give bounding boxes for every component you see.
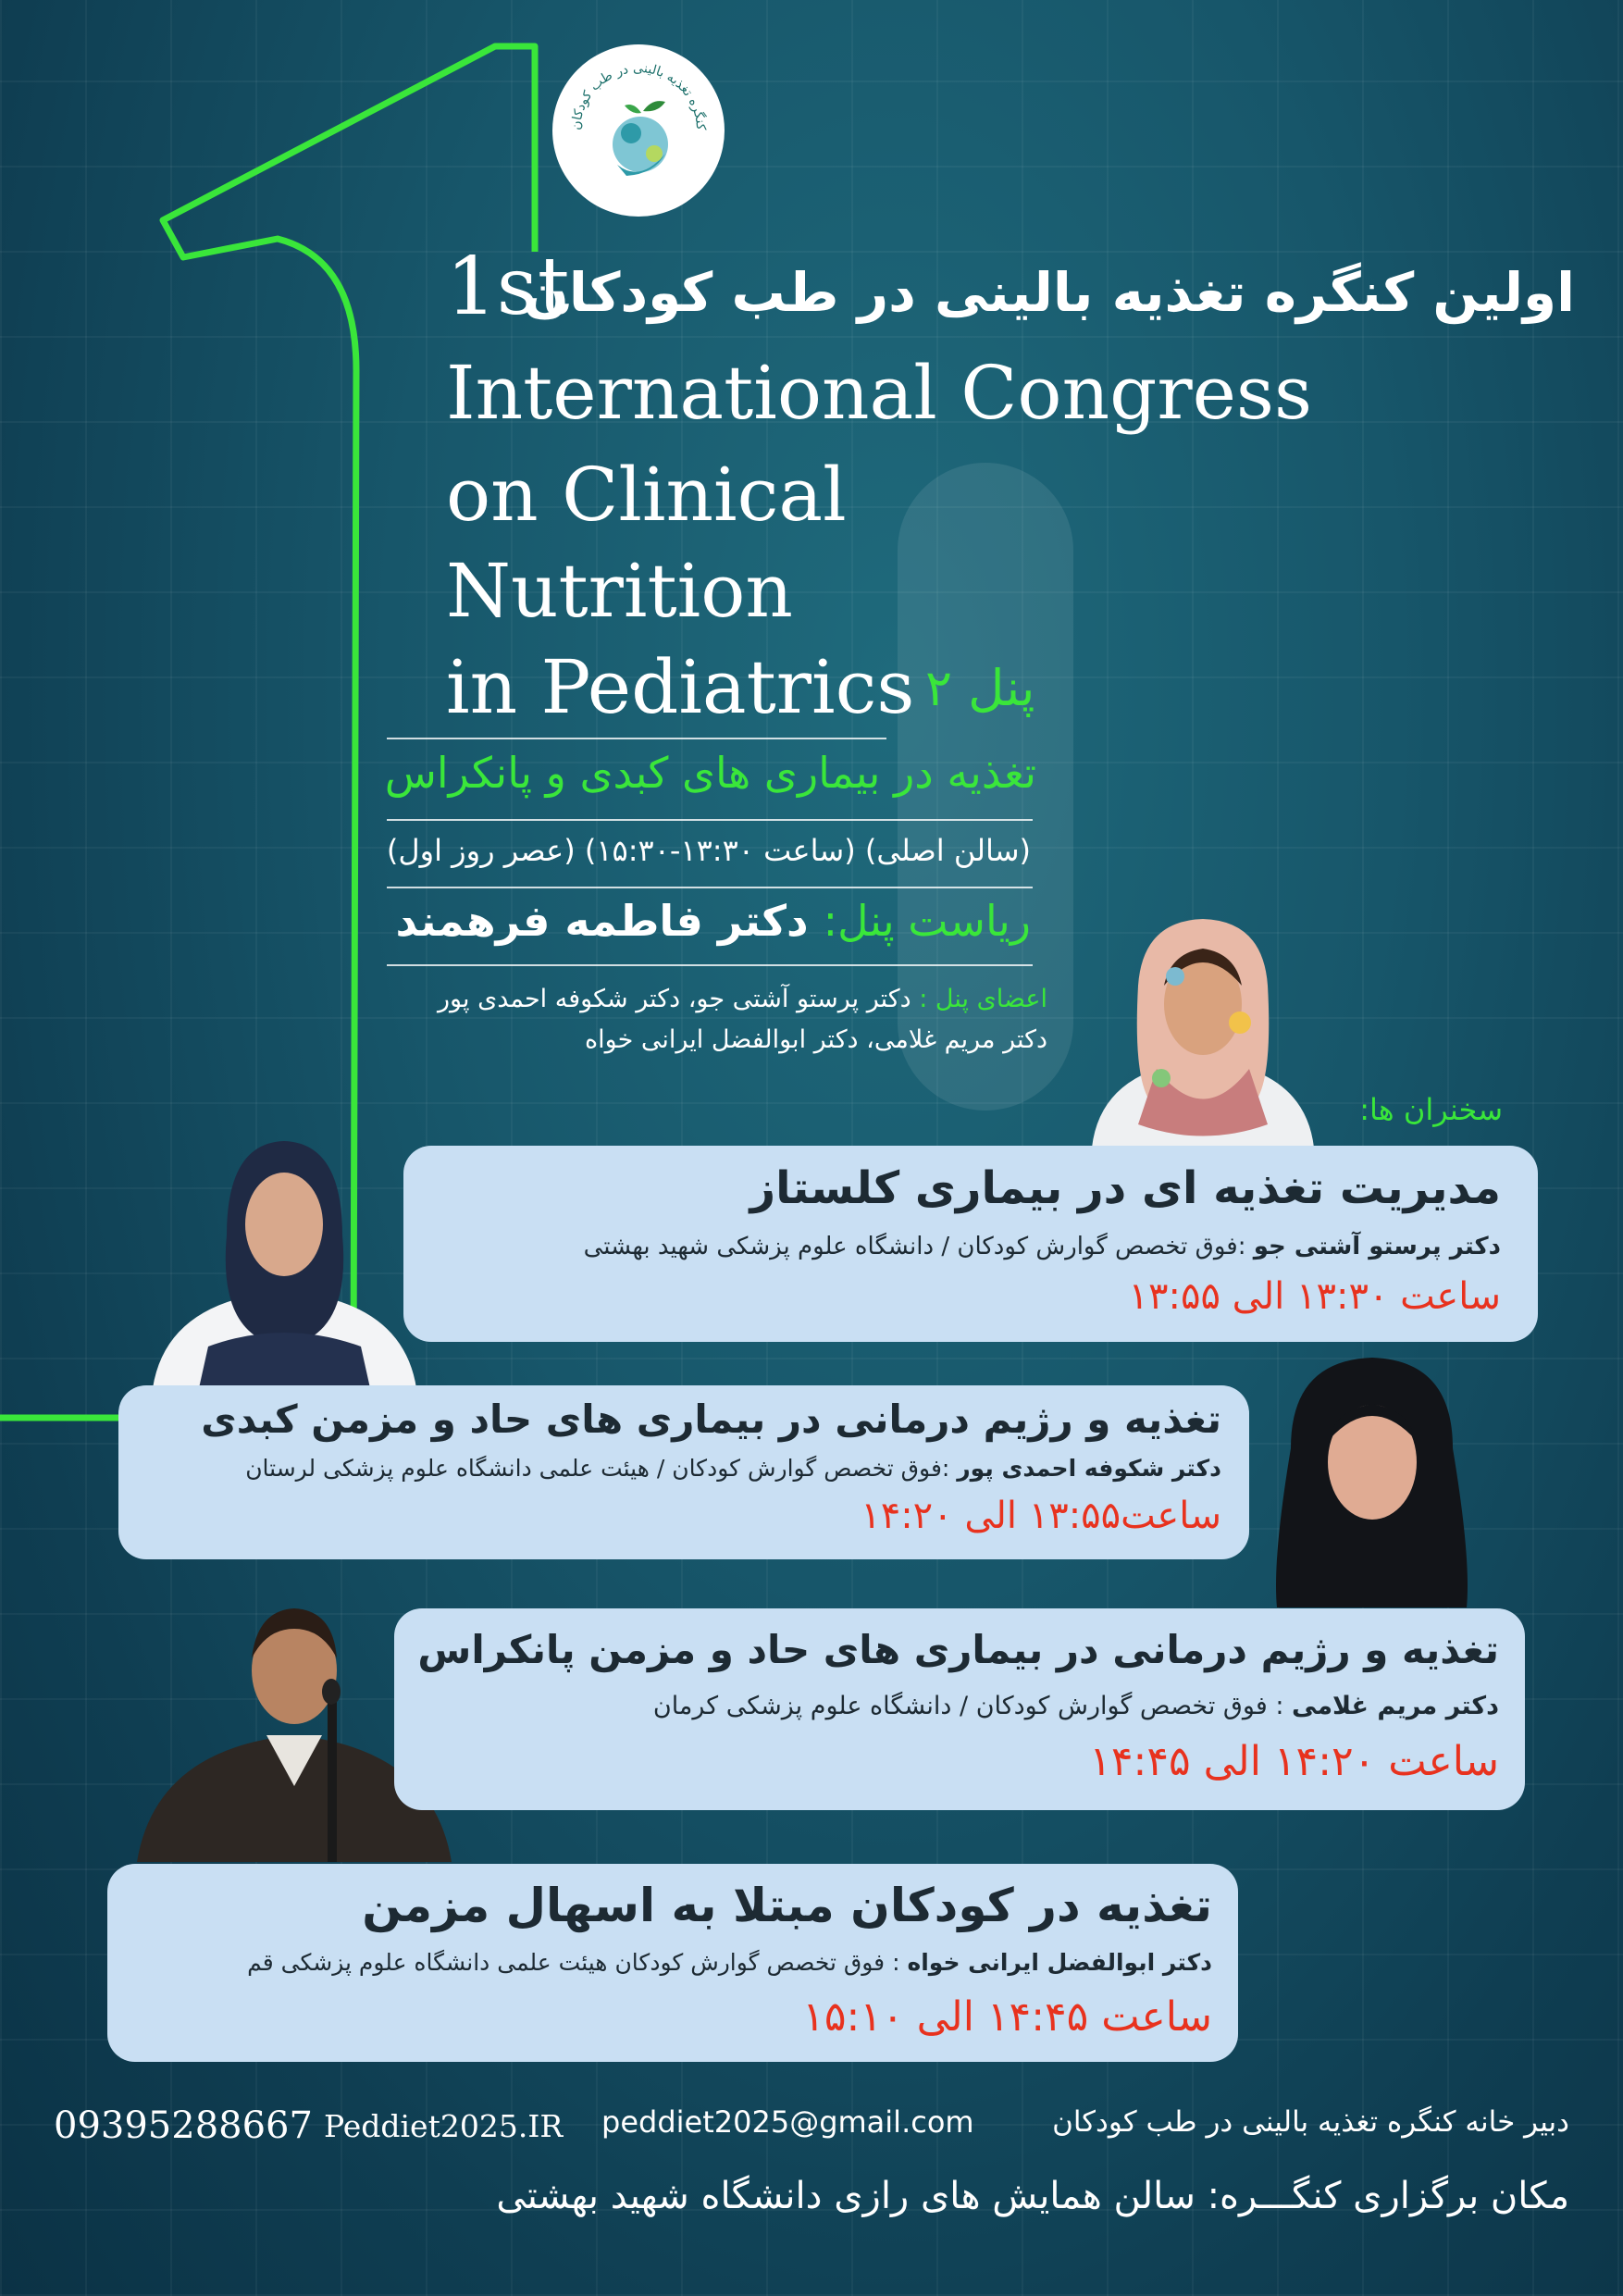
footer-secretariat: دبیر خانه کنگره تغذیه بالینی در طب کودکان [1052,2105,1569,2139]
speaker-photo-2 [1254,1347,1490,1607]
footer-phone: 09395288667 [54,2104,313,2147]
title-fa: اولین کنگره تغذیه بالینی در طب کودکان [523,261,1575,324]
speaker-affiliation: : فوق تخصص گوارش کودکان / دانشگاه علوم پزشکی کرمان [652,1692,1284,1720]
speaker-name: دکتر ابوالفضل ایرانی خواه [907,1949,1212,1976]
talk-time: ساعت ۱۴:۴۵ الی ۱۵:۱۰ [802,1993,1212,2041]
panel-members [438,979,1047,1061]
chair-name: دکتر فاطمه فرهمند [395,896,809,946]
footer-email[interactable]: peddiet2025@gmail.com [601,2104,974,2140]
logo-arc-text: کنگره تغذیه بالینی در طب کودکان [568,60,709,131]
title-en-line-2: International Congress [446,350,1313,436]
talk-time: ساعت۱۳:۵۵ الی ۱۴:۲۰ [861,1495,1221,1537]
speaker-photo-1 [153,1124,416,1388]
speaker-affiliation: :فوق تخصص گوارش کودکان / دانشگاه علوم پزشکی شهید بهشتی [583,1233,1246,1260]
talk-title: تغذیه در کودکان مبتلا به اسهال مزمن [362,1879,1212,1932]
divider [387,964,1033,966]
panel-topic: تغذیه در بیماری های کبدی و پانکراس [384,748,1036,798]
speaker-name: دکتر شکوفه احمدی پور [957,1455,1221,1482]
talk-speaker [247,1949,1212,1976]
speaker-affiliation: :فوق تخصص گوارش کودکان / هیئت علمی دانشگاه علوم پزشکی لرستان [245,1455,950,1482]
talk-card-1 [403,1146,1538,1342]
speaker-name: دکتر پرستو آشتی جو [1253,1233,1501,1260]
talk-speaker [245,1455,1221,1482]
talk-speaker [653,1692,1499,1720]
talk-speaker [584,1233,1501,1260]
title-en-line-1: 1st [446,241,570,333]
talk-card-2 [118,1385,1249,1559]
title-en-line-4: Nutrition [446,548,793,634]
members-label: اعضای پنل : [919,985,1047,1013]
members-line-1: دکتر پرستو آشتی جو، دکتر شکوفه احمدی پور [437,985,911,1013]
divider [387,887,1033,888]
talk-time: ساعت ۱۴:۲۰ الی ۱۴:۴۵ [1089,1738,1499,1785]
talk-title: مدیریت تغذیه ای در بیماری کلستاز [750,1162,1501,1214]
divider [387,738,886,739]
panel-number: پنل ۲ [925,659,1035,717]
talk-card-4 [107,1864,1238,2062]
speakers-label: سخنران ها: [1359,1092,1503,1127]
congress-logo [552,44,725,217]
speaker-name: دکتر مریم غلامی [1292,1692,1499,1720]
speaker-photo-chair [1073,912,1332,1148]
talk-title: تغذیه و رژیم درمانی در بیماری های حاد و مزمن کبدی [201,1396,1221,1442]
panel-session: (سالن اصلی) (ساعت ۱۳:۳۰-۱۵:۳۰) (عصر روز اول) [386,833,1031,868]
footer-venue: مکان برگزاری کنگـــره: سالن همایش های رازی دانشگاه شهید بهشتی [496,2175,1569,2217]
divider [387,819,1033,821]
panel-chair [396,896,1031,946]
speaker-affiliation: : فوق تخصص گوارش کودکان هیئت علمی دانشگاه علوم پزشکی قم [247,1949,900,1976]
talk-card-3 [394,1608,1525,1810]
logo-emblem-icon [552,44,725,217]
title-en-line-5: in Pediatrics [446,644,915,730]
title-en-line-3: on Clinical [446,452,847,538]
talk-title: تغذیه و رژیم درمانی در بیماری های حاد و مزمن پانکراس [417,1627,1499,1672]
members-line-2: دکتر مریم غلامی، دکتر ابوالفضل ایرانی خواه [584,1025,1047,1054]
talk-time: ساعت ۱۳:۳۰ الی ۱۳:۵۵ [1128,1275,1501,1318]
footer-website[interactable]: Peddiet2025.IR [324,2108,564,2144]
chair-label: ریاست پنل: [823,896,1031,946]
